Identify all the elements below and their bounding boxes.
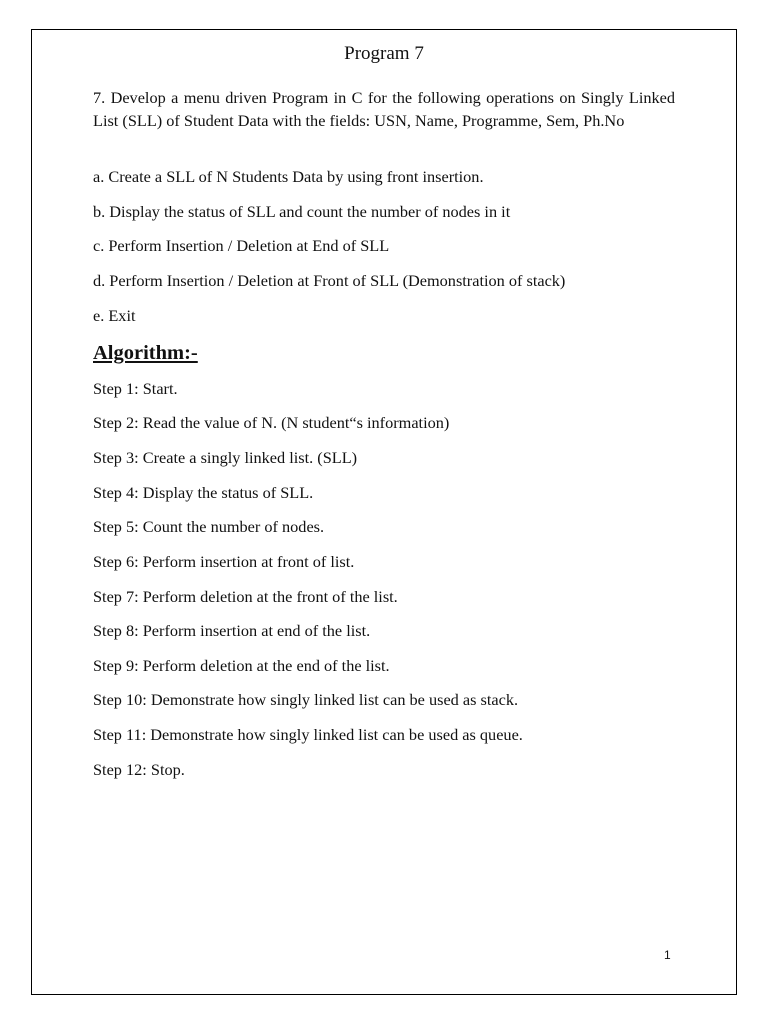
menu-item-b: b. Display the status of SLL and count the number of nodes in it [93,202,511,221]
algorithm-step-10: Step 10: Demonstrate how singly linked list can be used as stack. [93,690,519,709]
algorithm-step-2: Step 2: Read the value of N. (N student“s information) [93,413,450,432]
algorithm-step-3: Step 3: Create a singly linked list. (SLL) [93,448,358,467]
algorithm-step-9: Step 9: Perform deletion at the end of the list. [93,656,390,675]
menu-item-d: d. Perform Insertion / Deletion at Front of SLL (Demonstration of stack) [93,271,566,290]
algorithm-step-8: Step 8: Perform insertion at end of the list. [93,621,371,640]
algorithm-step-7: Step 7: Perform deletion at the front of the list. [93,587,398,606]
algorithm-step-5: Step 5: Count the number of nodes. [93,517,325,536]
algorithm-step-4: Step 4: Display the status of SLL. [93,483,314,502]
algorithm-step-1: Step 1: Start. [93,379,178,398]
problem-statement: 7. Develop a menu driven Program in C for the following operations on Singly Linked List (SLL) of Student Data with the fields: USN, Name, Programme, Sem, Ph.No [93,88,675,130]
menu-item-a: a. Create a SLL of N Students Data by using front insertion. [93,167,484,186]
algorithm-step-6: Step 6: Perform insertion at front of list. [93,552,355,571]
algorithm-step-11: Step 11: Demonstrate how singly linked list can be used as queue. [93,725,523,744]
menu-item-e: e. Exit [93,306,136,325]
menu-item-c: c. Perform Insertion / Deletion at End of SLL [93,236,390,255]
algorithm-step-12: Step 12: Stop. [93,760,185,779]
page-number: 1 [664,948,671,962]
page-title: Program 7 [344,43,424,64]
algorithm-heading: Algorithm:- [93,342,198,364]
